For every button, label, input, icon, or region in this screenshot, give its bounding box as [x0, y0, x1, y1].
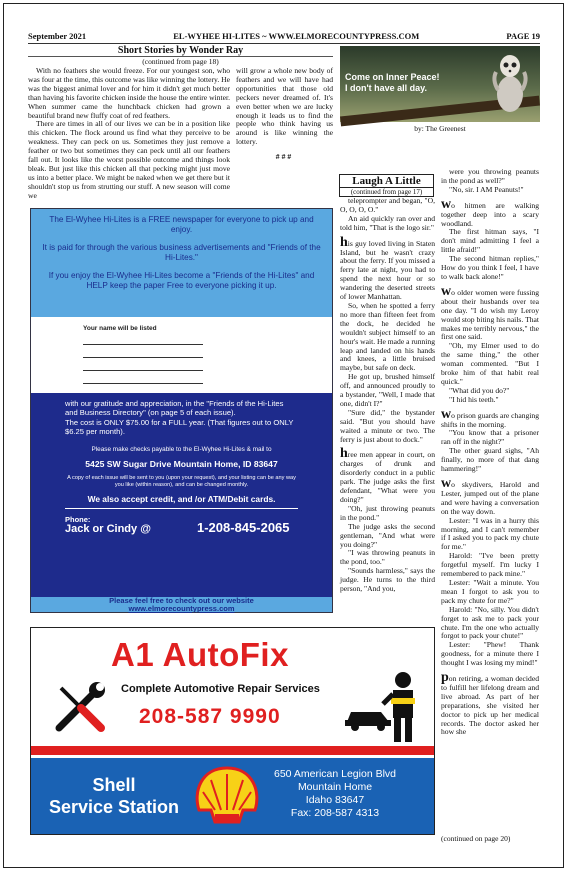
ad1-bottom-panel — [31, 393, 332, 597]
lemur-icon — [490, 50, 530, 118]
photo-caption-overlay — [345, 72, 440, 94]
phone-contact: Jack or Cindy @ — [65, 523, 151, 536]
drop-cap: w — [441, 196, 452, 212]
joke-paragraph: "Sure did," the bystander said. "But you should have waited a minute or two. The ferry is just about to dock." — [340, 407, 435, 444]
shell-name — [49, 774, 179, 818]
laugh-subtitle: (continued from page 17) — [350, 188, 423, 196]
laugh-column-b — [441, 168, 539, 830]
joke-paragraph: hree men appear in court, on charges of drunk and disorderly conduct in a public park. The judge asks the first defendant, "What were you doing?" — [340, 446, 435, 504]
joke-paragraph: wo older women were fussing about their husbands over tea one day. "I do wish my Leroy would stop biting his nails. That makes me terribly nervous," the first one said. — [441, 283, 539, 342]
autofix-phone: 208-587 9990 — [139, 705, 281, 728]
lemur-photo — [340, 46, 540, 122]
joke-paragraph: "Sounds harmless," says the judge. He turns to the third person, "And you, — [340, 566, 435, 594]
autofix-name: A1 AutoFix — [111, 636, 289, 673]
fax-line: Fax: 208-587 4313 — [290, 807, 380, 819]
drop-cap: h — [340, 446, 348, 462]
ad1-address: 5425 SW Sugar Drive Mountain Home, ID 83647 — [85, 459, 278, 470]
joke-paragraph: The judge asks the second gentleman, "And what were you doing?" — [340, 521, 435, 549]
joke-paragraph: "No, sir. I AM Peanuts!" — [449, 184, 524, 194]
joke-paragraph: his guy loved living in Staten Island, but he wasn't crazy about the ferry. If you missed a ferry late at night, you had to spend the next hour or so wandering the deserted streets of lower Manhattan. — [340, 234, 435, 302]
story-paragraph: will grow a whole new body of feathers and we will have had opportunities that those old peckers never dreamed of. It's even better when we are lucky enough it leads us to find the people who think having us around is like winning the lottery. — [236, 66, 333, 147]
form-line — [83, 361, 203, 371]
form-line — [83, 335, 203, 345]
story-paragraph: There are times in all of our lives we can be in a position like this chicken. The flock around us find what they perceive to be weakness. They can peck on us. Sometimes they just remove a feather or two but sometimes they can peck until all our feathers fall out. It looks like the worst possible outcome and things look bleak. But just like this chicken all that pecking might just move us into a better place. We might be naked when we get there but it shouldn't stop us from strutting our stuff. A new season will come we — [28, 119, 230, 200]
header-page: PAGE 19 — [506, 31, 540, 41]
joke-paragraph: wo hitmen are walking together deep into a scary woodland. — [441, 196, 539, 228]
joke-paragraph: wo prison guards are changing shifts in the morning. — [441, 406, 539, 429]
joke-paragraph: Harold: "I've been pretty forgetful myself. I'm lucky I remembered to pack mine." — [441, 551, 539, 579]
story-paragraph: With no feathers she would freeze. For our youngest son, who was four at the time, this outcome was like winning the lottery. He was the biggest animal lover and for him it didn't get much better than having his favorite chicken inside the house the entire winter. When summer came the hunchback chicken had grown a beautiful brand new fluffy coat of red feathers. — [28, 66, 230, 120]
shell-line: Service Station — [49, 797, 180, 817]
form-line — [83, 348, 203, 358]
red-stripe — [31, 746, 434, 755]
mechanic-icon — [381, 668, 421, 744]
address-line: Mountain Home — [297, 781, 373, 793]
story-column-1 — [28, 66, 230, 200]
story-end-mark: ### — [275, 152, 294, 162]
laugh-column-a — [340, 197, 435, 621]
drop-cap: w — [441, 283, 452, 299]
laugh-header — [339, 174, 434, 197]
ad1-credit: We also accept credit, and /or ATM/Debit cards. — [65, 495, 298, 509]
joke-paragraph: pon retiring, a woman decided to fulfill her lifelong dream and live abroad. As part of her preparations, she visited her doctor to pick up her medical records. The doctor asked her how she — [441, 670, 539, 737]
ad1-form — [83, 325, 203, 384]
ad1-cost: The cost is ONLY $75.00 for a FULL year. (That figures out to ONLY $6.25 per month). — [65, 417, 294, 437]
joke-paragraph: He got up, brushed himself off, and announced proudly to a bystander, "Well, I made that one, didn't I?" — [340, 372, 435, 408]
joke-paragraph: teleprompter and began, "O, O, O, O, O." — [340, 196, 435, 214]
ad1-line: It is paid for through the various business advertisements and "Friends of the Hi-Lites." — [42, 243, 321, 262]
photo-text-line: Come on Inner Peace! — [345, 72, 440, 82]
shell-panel — [31, 758, 434, 834]
joke-paragraph: "Oh, just throwing peanuts in the pond." — [340, 503, 435, 522]
header-center: EL-WYHEE HI-LITES ~ WWW.ELMORECOUNTYPRESS.COM — [173, 31, 420, 41]
photo-text-line: I don't have all day. — [345, 83, 427, 93]
joke-paragraph: Lester: "Wait a minute. You mean I forgot to ask you to pack my chute for me?" — [441, 577, 539, 605]
drop-cap: h — [340, 234, 348, 250]
joke-paragraph: wo skydivers, Harold and Lester, jumped out of the plane and were having a conversation on the way down. — [441, 476, 539, 516]
joke-paragraph: Lester: "Phew! Thank goodness, for a minute there I thought I was losing my mind!" — [441, 640, 539, 668]
ad1-checks: Please make checks payable to the El-Wyhee Hi-Lites & mail to — [91, 445, 272, 453]
joke-paragraph: The other guard sighs, "Ah finally, no more of that dang hammering!" — [441, 446, 539, 474]
shell-logo-icon — [191, 764, 263, 828]
photo-credit: by: The Greenest — [414, 124, 466, 133]
laugh-title: Laugh A Little — [340, 175, 433, 188]
ad1-phone-row — [65, 515, 298, 545]
joke-paragraph: "You know that a prisoner ran off in the night?" — [441, 428, 539, 447]
phone-number: 1-208-845-2065 — [197, 520, 290, 536]
address-line: 650 American Legion Blvd — [274, 768, 396, 780]
wrench-screwdriver-icon — [51, 678, 109, 736]
joke-paragraph: So, when he spotted a ferry no more than fifteen feet from the dock, he decided he wouldn't subject himself to an hour's wait. He made a running leap and landed on his hands and knees, a little bruised maybe, but safe on deck. — [340, 300, 435, 373]
joke-paragraph: Lester: "I was in a hurry this morning, and I can't remember if I asked you to pack my chute for me." — [441, 515, 539, 552]
ad1-footer — [31, 597, 332, 612]
joke-paragraph: Harold: "No, silly. You didn't forget to ask me to pack your chute. I'm the one who actually forgot to pack your chute!" — [441, 604, 539, 641]
hi-lites-friends-ad — [30, 208, 333, 613]
shell-address — [274, 768, 396, 820]
joke-paragraph: "What did you do?" — [449, 385, 510, 395]
ad1-footer-text: Please feel free to check out our website — [109, 596, 254, 605]
continued-note: (continued on page 20) — [441, 834, 511, 843]
joke-paragraph: were you throwing peanuts in the pond as well?" — [441, 167, 539, 185]
page-header — [28, 30, 540, 44]
address-line: Idaho 83647 — [305, 794, 365, 806]
drop-cap: w — [441, 476, 452, 491]
drop-cap: w — [441, 406, 452, 422]
header-date: September 2021 — [28, 31, 87, 41]
website-link[interactable]: www.elmorecountypress.com — [128, 603, 235, 613]
joke-paragraph: The first hitman says, "I don't mind admitting I feel a little afraid!" — [441, 227, 539, 255]
drop-cap: p — [441, 670, 449, 686]
joke-paragraph: "I hid his teeth." — [449, 394, 499, 404]
ad1-line: The El-Wyhee Hi-Lites is a FREE newspaper for everyone to pick up and enjoy. — [49, 215, 314, 234]
ad1-copy: A copy of each issue will be sent to you (upon your request), and your listing can be any way you like (within reason), and can be changed monthly. — [67, 475, 296, 489]
ad1-thanks: with our gratitude and appreciation, in the "Friends of the Hi-Lites and Business Directory" (on page 5 of each issue). — [65, 399, 284, 418]
joke-paragraph: "I was throwing peanuts in the pond, too." — [340, 548, 435, 567]
shell-line: Shell — [92, 775, 136, 795]
ad1-line: If you enjoy the El-Wyhee Hi-Lites become a "Friends of the Hi-Lites" and HELP keep the paper Free to everyone picking it up. — [48, 271, 315, 290]
joke-paragraph: "Oh, my Elmer used to do the same thing," the other woman commented. "But I broke him of that habit real quick." — [441, 341, 539, 386]
joke-paragraph: The second hitman replies," How do you think I feel, I have to walk back alone!" — [441, 254, 539, 281]
story-column-2 — [236, 67, 333, 167]
phone-label: Phone: — [65, 515, 91, 525]
story-title: Short Stories by Wonder Ray — [28, 45, 333, 57]
joke-paragraph: An aid quickly ran over and told him, "That is the logo sir." — [340, 213, 435, 232]
form-line — [83, 374, 203, 384]
form-label: Your name will be listed — [83, 325, 157, 332]
autofix-tagline: Complete Automotive Repair Services — [121, 683, 320, 695]
autofix-ad — [30, 627, 435, 835]
story-subtitle: (continued from page 18) — [142, 57, 219, 66]
